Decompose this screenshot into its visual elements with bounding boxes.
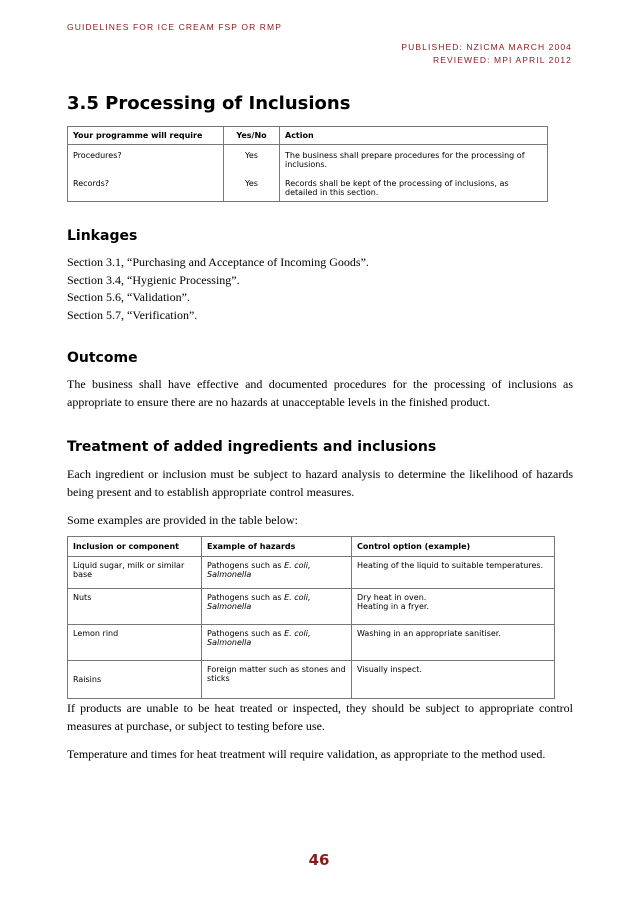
pathogen-name: E. coli,	[284, 629, 311, 638]
page-number: 46	[308, 851, 330, 869]
reviewed-line: REVIEWED: MPI APRIL 2012	[433, 55, 572, 65]
outcome-text: The business shall have effective and documented procedures for the processing of inclusions as appropriate to ensure there are no hazards at unacceptable levels in the finished product.	[67, 377, 573, 409]
column-header: Example of hazards	[202, 537, 352, 557]
linkages-heading: Linkages	[67, 228, 138, 244]
control-line: Heating in a fryer.	[357, 602, 430, 611]
hazard-text: Pathogens such as	[207, 561, 285, 570]
table-cell: Washing in an appropriate sanitiser.	[352, 625, 555, 661]
outcome-heading: Outcome	[67, 350, 138, 366]
table-cell: Lemon rind	[68, 625, 202, 661]
treatment-paragraph-3: If products are unable to be heat treated or inspected, they should be subject to appropriate control measures at purchase, or subject to testing before use.	[67, 701, 573, 733]
table-cell: Nuts	[68, 589, 202, 625]
control-line: Dry heat in oven.	[357, 593, 427, 602]
pathogen-name: Salmonella	[207, 638, 252, 647]
list-item: Section 5.7, “Verification”.	[67, 307, 198, 322]
table-cell	[202, 557, 352, 589]
table-cell: Yes	[224, 145, 280, 174]
list-item: Section 3.4, “Hygienic Processing”.	[67, 272, 240, 287]
table-cell	[352, 589, 555, 625]
pathogen-name: E. coli,	[284, 561, 311, 570]
column-header: Your programme will require	[68, 127, 224, 145]
column-header: Action	[280, 127, 548, 145]
table-cell: Records?	[68, 173, 224, 202]
table-row	[68, 145, 548, 174]
column-header: Yes/No	[224, 127, 280, 145]
treatment-paragraph-4: Temperature and times for heat treatment will require validation, as appropriate to the method used.	[67, 747, 546, 761]
table-row	[68, 661, 555, 699]
pathogen-name: Salmonella	[207, 602, 252, 611]
hazard-text: Pathogens such as	[207, 593, 285, 602]
hazards-table	[67, 536, 555, 699]
published-line: PUBLISHED: NZICMA MARCH 2004	[401, 42, 572, 52]
table-cell: Yes	[224, 173, 280, 202]
linkages-list	[67, 254, 573, 324]
treatment-paragraph-2: Some examples are provided in the table below:	[67, 513, 298, 527]
treatment-heading: Treatment of added ingredients and inclusions	[67, 439, 437, 455]
running-header-left: GUIDELINES FOR ICE CREAM FSP OR RMP	[67, 22, 282, 32]
hazard-text: Pathogens such as	[207, 629, 285, 638]
pathogen-name: E. coli,	[284, 593, 311, 602]
table-header-row	[68, 127, 548, 145]
table-cell: Foreign matter such as stones and sticks	[202, 661, 352, 699]
table-row	[68, 557, 555, 589]
table-header-row	[68, 537, 555, 557]
table-cell	[202, 589, 352, 625]
table-cell: Visually inspect.	[352, 661, 555, 699]
list-item: Section 3.1, “Purchasing and Acceptance of Incoming Goods”.	[67, 255, 369, 269]
treatment-paragraph-1: Each ingredient or inclusion must be subject to hazard analysis to determine the likelihood of hazards being present and to establish appropriate control measures.	[67, 467, 573, 499]
pathogen-name: Salmonella	[207, 570, 252, 579]
table-cell: Raisins	[68, 661, 202, 699]
table-row	[68, 173, 548, 202]
table-cell	[202, 625, 352, 661]
table-cell: The business shall prepare procedures for the processing of inclusions.	[280, 145, 548, 174]
table-cell: Records shall be kept of the processing of inclusions, as detailed in this section.	[280, 173, 548, 202]
column-header: Control option (example)	[352, 537, 555, 557]
requirements-table	[67, 126, 548, 202]
table-row	[68, 589, 555, 625]
table-row	[68, 625, 555, 661]
section-title: 3.5 Processing of Inclusions	[67, 93, 351, 114]
table-cell: Procedures?	[68, 145, 224, 174]
list-item: Section 5.6, “Validation”.	[67, 290, 190, 304]
column-header: Inclusion or component	[68, 537, 202, 557]
table-cell: Liquid sugar, milk or similar base	[68, 557, 202, 589]
table-cell: Heating of the liquid to suitable temperatures.	[352, 557, 555, 589]
running-header-right	[401, 41, 572, 67]
